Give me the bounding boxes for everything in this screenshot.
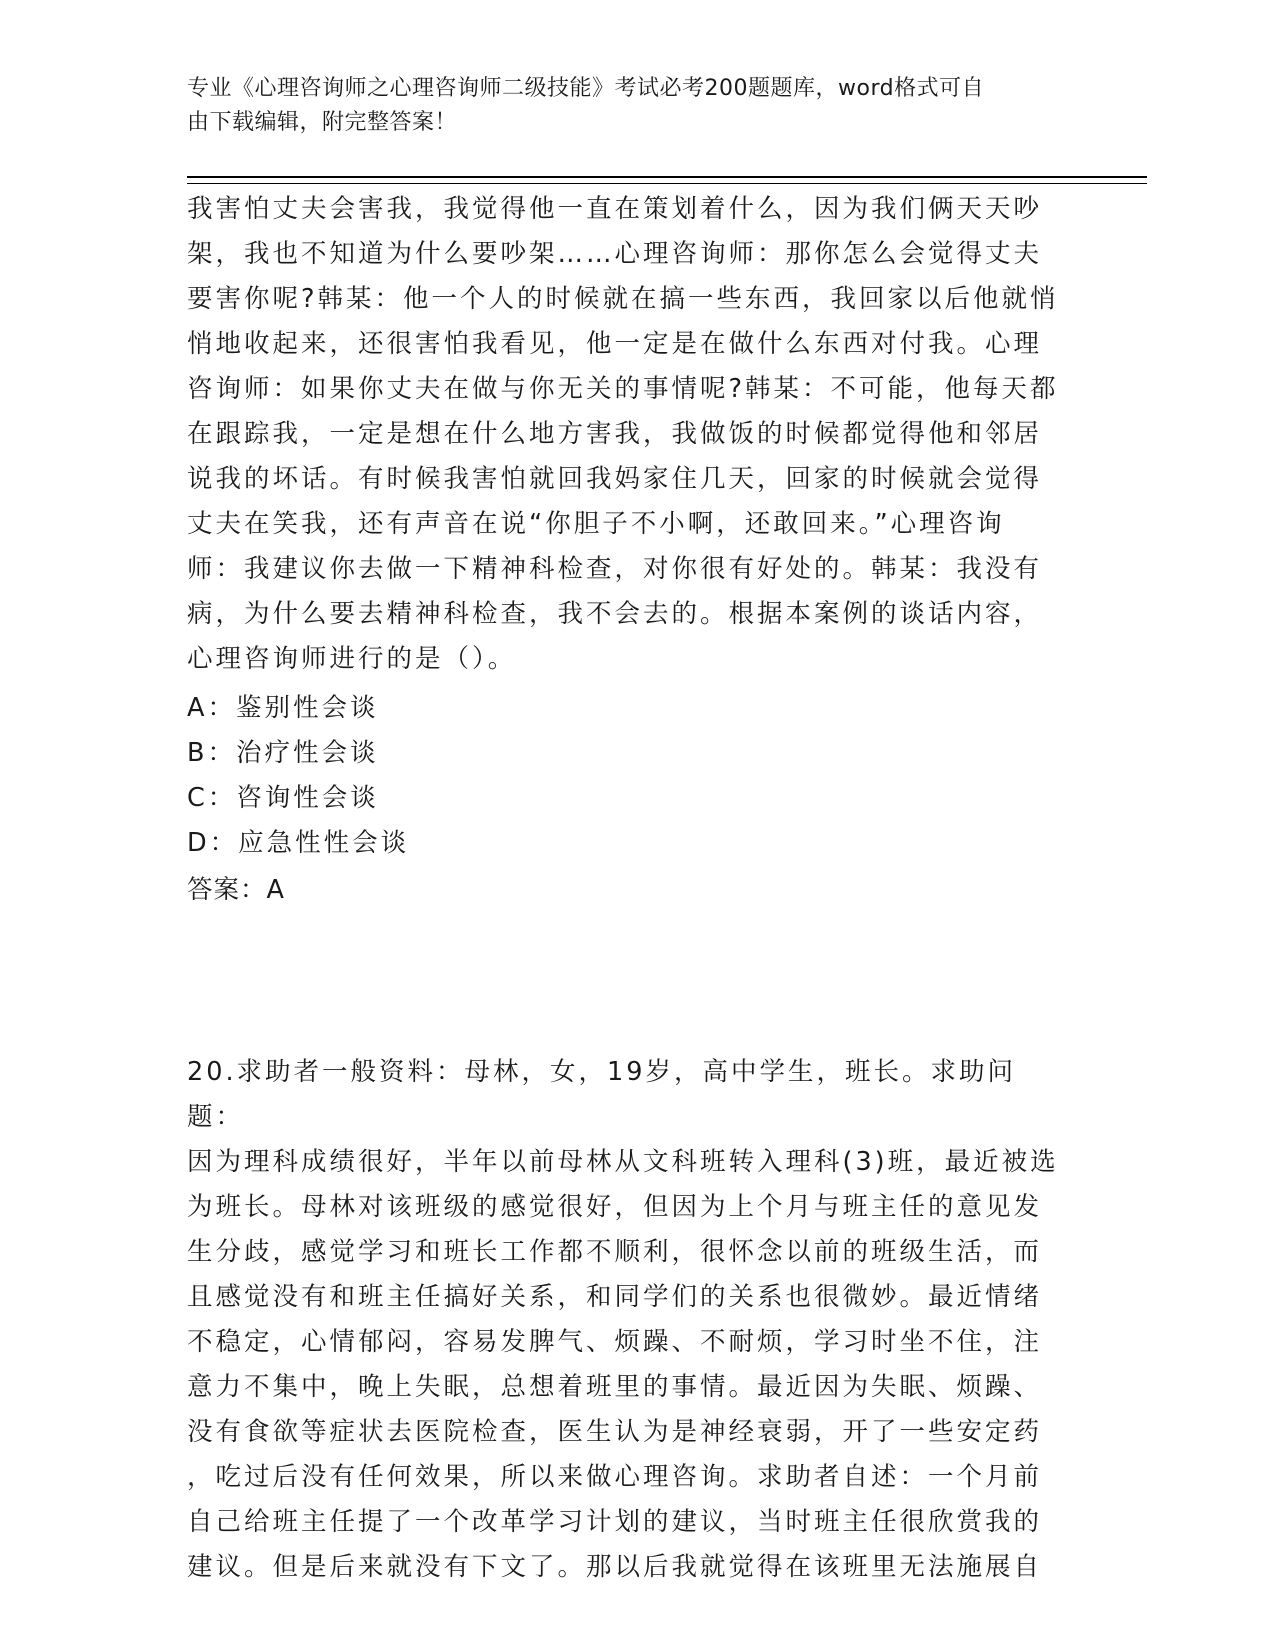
answer-options [187,686,1067,866]
text-line: 20.求助者一般资料：母林，女，19岁，高中学生，班长。求助问题： [187,1057,1017,1132]
text-line: 自己给班主任提了一个改革学习计划的建议，当时班主任很欣赏我的 [187,1507,1043,1537]
text-line: 病，为什么要去精神科检查，我不会去的。根据本案例的谈话内容， [187,599,1043,629]
text-line: 我害怕丈夫会害我，我觉得他一直在策划着什么，因为我们俩天天吵 [187,194,1043,224]
option-b: B：治疗性会谈 [187,738,379,768]
answer-key: 答案：A [187,875,285,905]
text-line: 意力不集中，晚上失眠，总想着班里的事情。最近因为失眠、烦躁、 [187,1372,1043,1402]
option-a: A：鉴别性会谈 [187,693,379,723]
text-line: 没有食欲等症状去医院检查，医生认为是神经衰弱，开了一些安定药 [187,1417,1043,1447]
text-line: 且感觉没有和班主任搞好关系，和同学们的关系也很微妙。最近情绪 [187,1282,1043,1312]
option-c: C：咨询性会谈 [187,783,379,813]
header-divider-thick [187,176,1147,178]
text-line: 建议。但是后来就没有下文了。那以后我就觉得在该班里无法施展自 [187,1552,1043,1582]
option-d: D：应急性性会谈 [187,828,410,858]
text-line: 悄地收起来，还很害怕我看见，他一定是在做什么东西对付我。心理 [187,329,1043,359]
text-line: 不稳定，心情郁闷，容易发脾气、烦躁、不耐烦，学习时坐不住，注 [187,1327,1043,1357]
text-line: 生分歧，感觉学习和班长工作都不顺利，很怀念以前的班级生活，而 [187,1237,1043,1267]
document-header [187,72,1067,140]
text-line: 架，我也不知道为什么要吵架……心理咨询师：那你怎么会觉得丈夫 [187,239,1043,269]
text-line: 咨询师：如果你丈夫在做与你无关的事情呢?韩某：不可能，他每天都 [187,374,1059,404]
text-line: 心理咨询师进行的是（）。 [187,644,517,674]
text-line: 为班长。母林对该班级的感觉很好，但因为上个月与班主任的意见发 [187,1192,1043,1222]
case-dialogue [187,187,1067,682]
header-line-2: 由下载编辑，附完整答案！ [187,110,458,135]
question-20 [187,1050,1067,1590]
text-line: 要害你呢?韩某：他一个人的时候就在搞一些东西，我回家以后他就悄 [187,284,1059,314]
text-line: ，吃过后没有任何效果，所以来做心理咨询。求助者自述：一个月前 [187,1462,1043,1492]
header-line-1: 专业《心理咨询师之心理咨询师二级技能》考试必考200题题库，word格式可自 [187,76,985,101]
header-divider-thin [187,183,1147,184]
text-line: 师：我建议你去做一下精神科检查，对你很有好处的。韩某：我没有 [187,554,1043,584]
text-line: 在跟踪我，一定是想在什么地方害我，我做饭的时候都觉得他和邻居 [187,419,1043,449]
text-line: 说我的坏话。有时候我害怕就回我妈家住几天，回家的时候就会觉得 [187,464,1043,494]
text-line: 因为理科成绩很好，半年以前母林从文科班转入理科(3)班，最近被选 [187,1147,1059,1177]
text-line: 丈夫在笑我，还有声音在说“你胆子不小啊，还敢回来。”心理咨询 [187,509,1005,539]
